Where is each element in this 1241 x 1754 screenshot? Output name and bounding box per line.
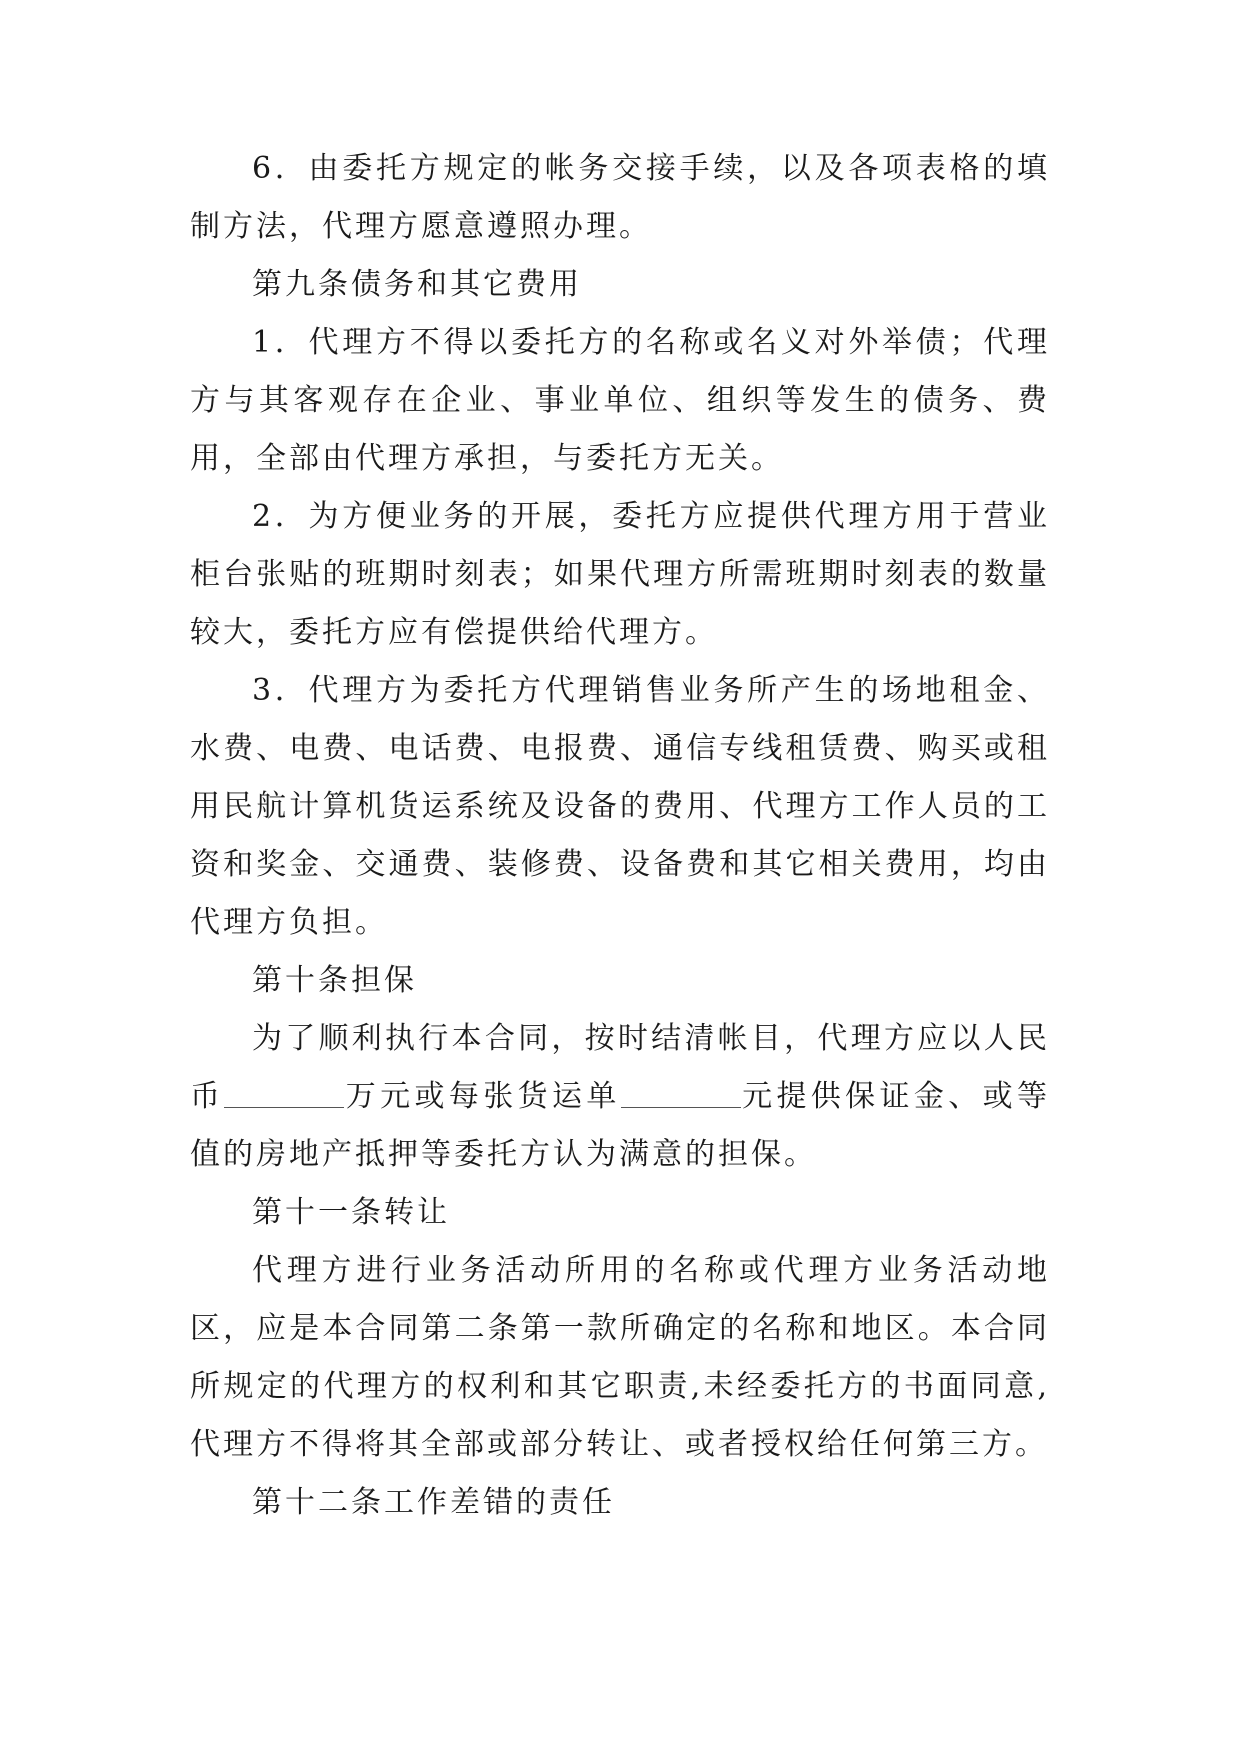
article-11-heading: 第十一条转让 — [252, 1195, 450, 1230]
amount-blank-2 — [621, 1077, 741, 1108]
article-9-clause-2: 2．为方便业务的开展，委托方应提供代理方用于营业柜台张贴的班期时刻表；如果代理方所需班期时刻表的数量较大，委托方应有偿提供给代理方。 — [190, 499, 1050, 650]
article-9-clause-3: 3．代理方为委托方代理销售业务所产生的场地租金、水费、电费、电话费、电报费、通信专线租赁费、购买或租用民航计算机货运系统及设备的费用、代理方工作人员的工资和奖金、交通费、装修费、设备费和其它相关费用，均由代理方负担。 — [190, 673, 1050, 940]
article-9-clause-1: 1．代理方不得以委托方的名称或名义对外举债；代理方与其客观存在企业、事业单位、组织等发生的债务、费用，全部由代理方承担，与委托方无关。 — [190, 325, 1050, 476]
article-12-heading: 第十二条工作差错的责任 — [252, 1485, 615, 1520]
article-10-text-a: 为了顺利执行本合同，按时结清帐目，代理方应以人民币 — [190, 1021, 1050, 1114]
article-10-text-c: 元提供保证金、或等值的房地产抵押等委托方认为满意的担保。 — [190, 1079, 1051, 1172]
article-10-body — [190, 1010, 1050, 1184]
clause-6-paragraph: 6．由委托方规定的帐务交接手续，以及各项表格的填制方法，代理方愿意遵照办理。 — [190, 151, 1050, 244]
document-page — [190, 140, 1050, 1532]
article-9-heading: 第九条债务和其它费用 — [252, 267, 582, 302]
article-10-text-b: 万元或每张货运单 — [344, 1079, 621, 1114]
article-11-body: 代理方进行业务活动所用的名称或代理方业务活动地区，应是本合同第二条第一款所确定的名称和地区。本合同所规定的代理方的权利和其它职责,未经委托方的书面同意,代理方不得将其全部或部分转让、或者授权给任何第三方。 — [190, 1253, 1050, 1462]
article-10-heading: 第十条担保 — [252, 963, 417, 998]
amount-blank-1 — [224, 1077, 344, 1108]
